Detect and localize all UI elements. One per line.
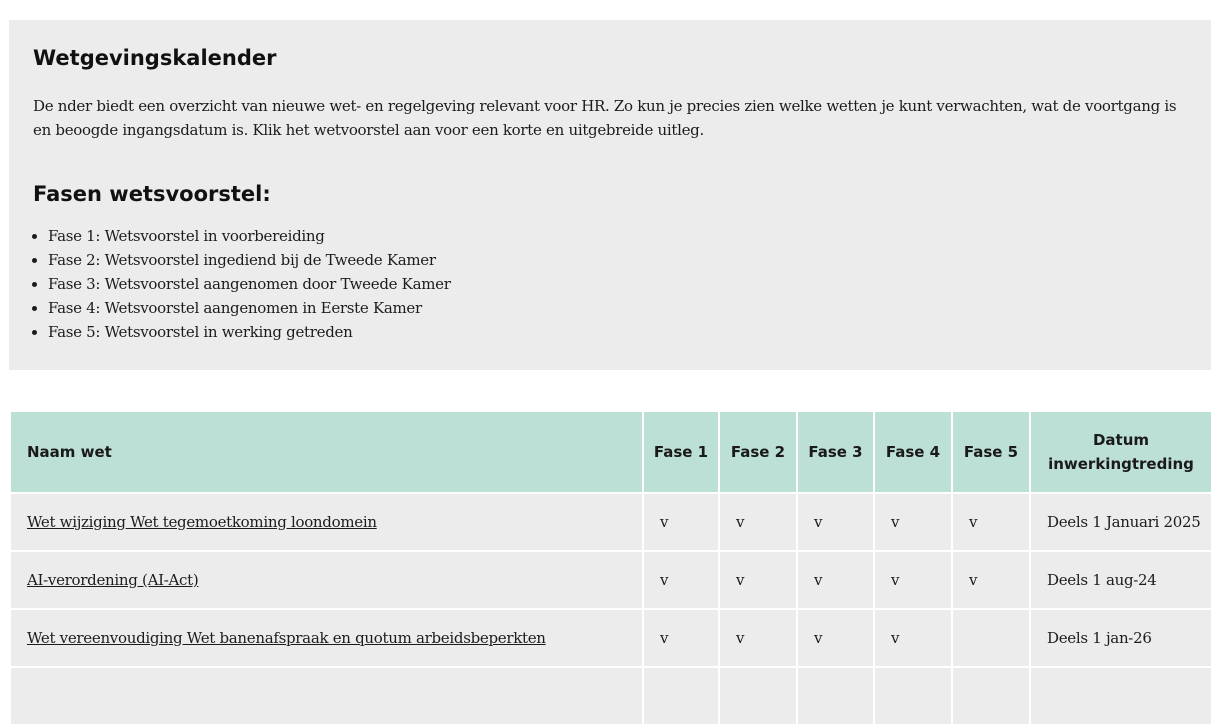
- law-name-cell: [11, 610, 642, 666]
- fase-4-cell: v: [875, 610, 951, 666]
- fase-4-cell: v: [875, 552, 951, 608]
- phase-item-3: • Fase 3: Wetsvoorstel aangenomen door Tweede Kamer: [48, 272, 1187, 296]
- date-cell: Deels 1 aug-24: [1031, 552, 1211, 608]
- phase-item-1: • Fase 1: Wetsvoorstel in voorbereiding: [48, 224, 1187, 248]
- header-fase-5: Fase 5: [953, 412, 1029, 492]
- header-name: Naam wet: [11, 412, 642, 492]
- table-row-partial: [11, 668, 1211, 724]
- fase-3-cell: v: [798, 494, 873, 550]
- fase-4-cell: v: [875, 494, 951, 550]
- phases-title: Fasen wetsvoorstel:: [33, 182, 271, 206]
- law-name-cell: [11, 552, 642, 608]
- fase-3-cell: v: [798, 552, 873, 608]
- phases-list: [33, 224, 1187, 344]
- table-row: [11, 494, 1211, 550]
- header-fase-1: Fase 1: [644, 412, 718, 492]
- date-cell: Deels 1 Januari 2025: [1031, 494, 1211, 550]
- fase-5-cell: [953, 668, 1029, 724]
- intro-panel: [9, 20, 1211, 370]
- fase-2-cell: v: [720, 552, 796, 608]
- law-link[interactable]: Wet wijziging Wet tegemoetkoming loondomein: [27, 513, 377, 531]
- fase-3-cell: v: [798, 610, 873, 666]
- fase-4-cell: [875, 668, 951, 724]
- page-title: Wetgevingskalender: [33, 46, 277, 70]
- date-cell: [1031, 668, 1211, 724]
- law-link[interactable]: Wet vereenvoudiging Wet banenafspraak en quotum arbeidsbeperkten: [27, 629, 546, 647]
- phase-item-5: • Fase 5: Wetsvoorstel in werking getreden: [48, 320, 1187, 344]
- fase-5-cell: v: [953, 494, 1029, 550]
- fase-5-cell: v: [953, 552, 1029, 608]
- law-link[interactable]: AI-verordening (AI-Act): [27, 571, 199, 589]
- fase-1-cell: v: [644, 610, 718, 666]
- header-date: Datum inwerkingtreding: [1031, 412, 1211, 492]
- law-name-cell: [11, 494, 642, 550]
- table-row: [11, 552, 1211, 608]
- table-row: [11, 610, 1211, 666]
- fase-1-cell: v: [644, 494, 718, 550]
- fase-1-cell: [644, 668, 718, 724]
- header-fase-2: Fase 2: [720, 412, 796, 492]
- phase-item-2: • Fase 2: Wetsvoorstel ingediend bij de Tweede Kamer: [48, 248, 1187, 272]
- fase-2-cell: [720, 668, 796, 724]
- fase-1-cell: v: [644, 552, 718, 608]
- fase-3-cell: [798, 668, 873, 724]
- law-name-cell: [11, 668, 642, 724]
- phase-item-4: • Fase 4: Wetsvoorstel aangenomen in Eerste Kamer: [48, 296, 1187, 320]
- header-fase-3: Fase 3: [798, 412, 873, 492]
- legislation-table: [9, 410, 1211, 726]
- intro-description: De nder biedt een overzicht van nieuwe wet- en regelgeving relevant voor HR. Zo kun je precies zien welke wetten je kunt verwachten, wat de voortgang is en beoogde ingangsdatum is. Klik het wetvoorstel aan voor een korte en uitgebreide uitleg.: [33, 97, 1177, 139]
- header-fase-4: Fase 4: [875, 412, 951, 492]
- table-header-row: [11, 412, 1211, 492]
- fase-5-cell: [953, 610, 1029, 666]
- fase-2-cell: v: [720, 610, 796, 666]
- fase-2-cell: v: [720, 494, 796, 550]
- date-cell: Deels 1 jan-26: [1031, 610, 1211, 666]
